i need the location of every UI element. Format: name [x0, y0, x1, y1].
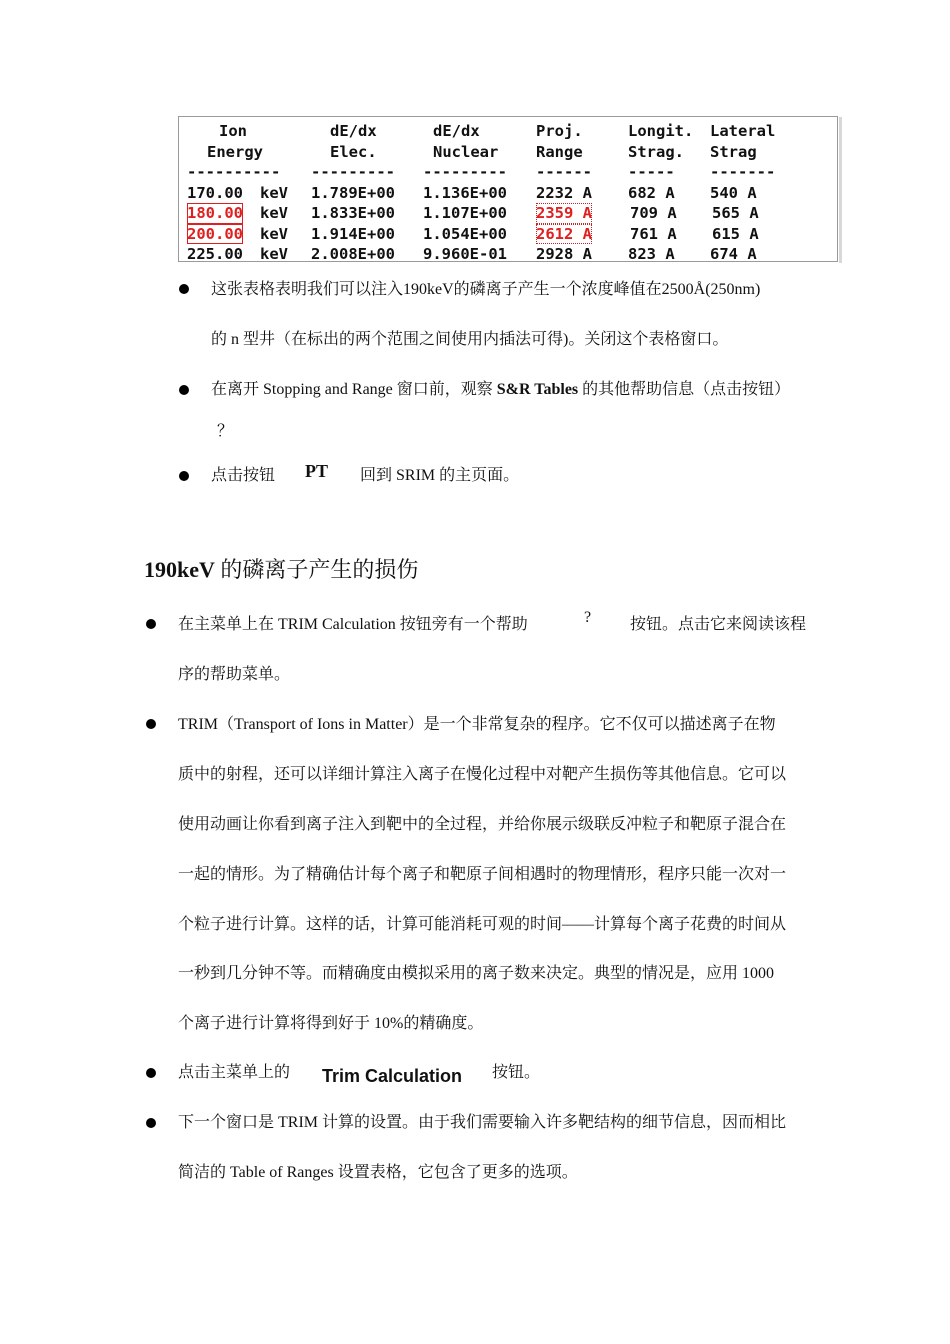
paragraph-line: 简洁的 Table of Ranges 设置表格，它包含了更多的选项。 — [178, 1164, 578, 1181]
paragraph-line: 一起的情形。为了精确估计每个离子和靶原子间相遇时的物理情形，程序只能一次对一 — [178, 866, 787, 883]
paragraph-line: 点击按钮 — [211, 467, 276, 484]
paragraph-line: 序的帮助菜单。 — [178, 666, 291, 683]
sr-tables-label: S&R Tables — [496, 381, 579, 398]
table-row — [187, 224, 759, 245]
paragraph-line: 个离子进行计算将得到好于 10%的精确度。 — [178, 1015, 484, 1032]
cell-range: 2928 A — [536, 245, 592, 263]
cell-nuclear: 1.107E+00 — [423, 204, 507, 222]
bullet-icon — [179, 385, 189, 395]
paragraph-line: 一秒到几分钟不等。而精确度由模拟采用的离子数来决定。典型的情况是，应用 1000 — [178, 965, 775, 982]
table-separator-row — [187, 162, 776, 183]
header-elec: Elec. — [330, 142, 377, 161]
table-header-row-1 — [187, 121, 776, 142]
separator: ------- — [710, 163, 776, 181]
heading-energy: 190keV — [144, 557, 215, 582]
cell-lateral: 674 A — [710, 245, 757, 263]
srim-table-screenshot — [178, 116, 838, 262]
trim-calculation-button-label: Trim Calculation — [322, 1066, 463, 1086]
header-range: Range — [536, 142, 583, 161]
table-row — [187, 183, 757, 204]
header-energy: Energy — [207, 142, 263, 161]
cell-unit: keV — [260, 204, 288, 222]
bullet-icon — [146, 1118, 156, 1128]
srim-table — [187, 121, 776, 265]
cell-nuclear: 9.960E-01 — [423, 245, 507, 263]
text-span: 的其他帮助信息（点击按钮） — [578, 381, 791, 398]
cell-energy-highlighted: 200.00 — [187, 224, 243, 243]
help-question-mark: ? — [584, 609, 592, 626]
cell-elec: 1.914E+00 — [311, 224, 395, 243]
paragraph-line: 使用动画让你看到离子注入到靶中的全过程，并给你展示级联反冲粒子和靶原子混合在 — [178, 816, 787, 833]
cell-energy: 225.00 — [187, 245, 243, 263]
text-span: 在离开 Stopping and Range 窗口前，观察 — [211, 381, 497, 398]
cell-nuclear: 1.136E+00 — [423, 183, 507, 202]
paragraph-line: 的 n 型井（在标出的两个范围之间使用内插法可得)。关闭这个表格窗口。 — [211, 331, 729, 348]
header-proj: Proj. — [536, 122, 583, 140]
paragraph-line: 按钮。点击它来阅读该程 — [630, 616, 807, 633]
paragraph-line: 回到 SRIM 的主页面。 — [360, 467, 520, 484]
cell-longit: 682 A — [628, 183, 675, 202]
table-header-row-2 — [187, 142, 757, 163]
paragraph-line: TRIM（Transport of Ions in Matter）是一个非常复杂的程序。它不仅可以描述离子在物 — [178, 716, 776, 733]
header-dedx-nuc: dE/dx — [433, 122, 480, 140]
cell-elec: 2.008E+00 — [311, 245, 395, 263]
header-nuclear: Nuclear — [433, 142, 499, 161]
cell-energy: 170.00 — [187, 183, 243, 202]
header-strag-t: Strag — [710, 142, 757, 161]
cell-longit: 761 A — [630, 224, 677, 243]
section-heading — [144, 556, 418, 584]
cell-longit: 709 A — [630, 204, 677, 222]
cell-lateral: 565 A — [712, 204, 759, 222]
cell-unit: keV — [260, 245, 288, 263]
cell-lateral: 615 A — [712, 224, 759, 243]
header-strag-l: Strag. — [628, 142, 684, 161]
cell-range-highlighted: 2612 A — [536, 224, 592, 243]
cell-range-highlighted: 2359 A — [536, 204, 592, 222]
bullet-icon — [179, 471, 189, 481]
heading-text: 的磷离子产生的损伤 — [214, 557, 419, 582]
bullet-icon — [146, 719, 156, 729]
header-ion: Ion — [219, 122, 247, 140]
cell-elec: 1.833E+00 — [311, 204, 395, 222]
header-dedx-elec: dE/dx — [330, 122, 377, 140]
paragraph-line: 这张表格表明我们可以注入190keV的磷离子产生一个浓度峰值在2500Å(250nm) — [211, 281, 761, 298]
separator: --------- — [423, 163, 507, 181]
cell-unit: keV — [260, 183, 288, 202]
paragraph-line: 按钮。 — [492, 1064, 541, 1081]
separator: ------ — [536, 163, 592, 181]
separator: ----- — [628, 163, 675, 181]
paragraph-line: 点击主菜单上的 — [178, 1064, 291, 1081]
header-lateral: Lateral — [710, 122, 776, 140]
header-longit: Longit. — [628, 122, 694, 140]
paragraph-line: 质中的射程，还可以详细计算注入离子在慢化过程中对靶产生损伤等其他信息。它可以 — [178, 766, 787, 783]
cell-unit: keV — [260, 224, 288, 243]
cell-lateral: 540 A — [710, 183, 757, 202]
cell-range: 2232 A — [536, 183, 592, 202]
paragraph-line — [211, 380, 790, 400]
help-question-mark: ？ — [217, 423, 234, 440]
separator: --------- — [311, 163, 395, 181]
cell-energy-highlighted: 180.00 — [187, 204, 243, 222]
paragraph-line: 下一个窗口是 TRIM 计算的设置。由于我们需要输入许多靶结构的细节信息，因而相比 — [178, 1114, 787, 1131]
bullet-icon — [146, 1068, 156, 1078]
separator: ---------- — [187, 163, 281, 181]
bullet-icon — [179, 284, 189, 294]
cell-longit: 823 A — [628, 245, 675, 263]
paragraph-line: 个粒子进行计算。这样的话，计算可能消耗可观的时间——计算每个离子花费的时间从 — [178, 916, 787, 933]
table-row — [187, 244, 757, 265]
paragraph-line: 在主菜单上在 TRIM Calculation 按钮旁有一个帮助 — [178, 616, 528, 633]
table-row — [187, 203, 759, 224]
bullet-icon — [146, 619, 156, 629]
pt-button-label: PT — [305, 461, 329, 481]
cell-elec: 1.789E+00 — [311, 183, 395, 202]
cell-nuclear: 1.054E+00 — [423, 224, 507, 243]
